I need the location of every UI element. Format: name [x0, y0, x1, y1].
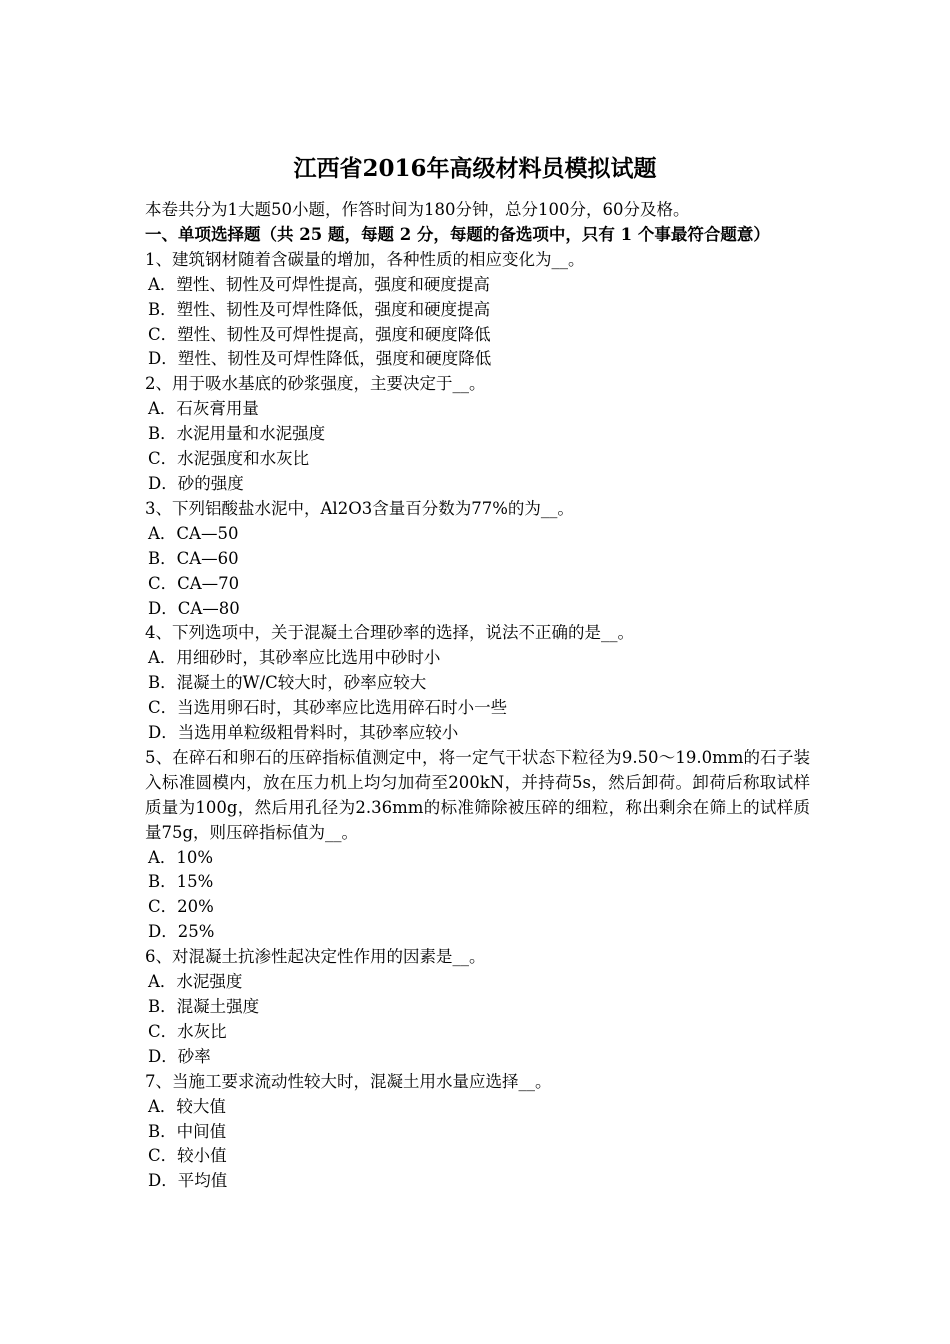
option-d: D．CA—80 — [148, 598, 240, 618]
option-a: A．水泥强度 — [148, 972, 243, 992]
question-stem: 5、在碎石和卵石的压碎指标值测定中，将一定气干状态下粒径为9.50～19.0mm的石子装入标准圆模内，放在压力机上均匀加荷至200kN，并持荷5s，然后卸荷。卸荷后称取试样质量为100g，然后用孔径为2.36mm的标准筛除被压碎的细粒，称出剩余在筛上的试样质量75g，则压碎指标值为__。 — [145, 747, 810, 842]
document-body — [145, 198, 810, 1194]
question-stem: 1、建筑钢材随着含碳量的增加，各种性质的相应变化为__。 — [145, 249, 585, 269]
option-c: C．水灰比 — [148, 1021, 227, 1041]
option-c: C．塑性、韧性及可焊性提高，强度和硬度降低 — [148, 324, 491, 344]
option-c: C．当选用卵石时，其砂率应比选用碎石时小一些 — [148, 698, 508, 718]
question-stem: 4、下列选项中，关于混凝土合理砂率的选择，说法不正确的是__。 — [145, 623, 634, 643]
option-c: C．CA—70 — [148, 573, 240, 593]
option-a: A．用细砂时，其砂率应比选用中砂时小 — [148, 648, 441, 668]
question-5 — [145, 746, 810, 945]
option-a: A．CA—50 — [148, 523, 239, 543]
question-stem: 7、当施工要求流动性较大时，混凝土用水量应选择__。 — [145, 1071, 552, 1091]
option-c: C．20% — [148, 897, 214, 917]
option-c: C．较小值 — [148, 1146, 227, 1166]
question-1 — [145, 248, 810, 373]
option-a: A．较大值 — [148, 1096, 226, 1116]
option-a: A．10% — [148, 847, 214, 867]
option-d: D．砂的强度 — [148, 473, 244, 493]
option-d: D．平均值 — [148, 1171, 228, 1191]
option-b: B．塑性、韧性及可焊性降低，强度和硬度提高 — [148, 299, 491, 319]
option-b: B．水泥用量和水泥强度 — [148, 424, 326, 444]
option-d: D．砂率 — [148, 1046, 211, 1066]
exam-intro: 本卷共分为1大题50小题，作答时间为180分钟，总分100分，60分及格。 — [145, 200, 690, 219]
question-4 — [145, 621, 810, 746]
option-a: A．塑性、韧性及可焊性提高，强度和硬度提高 — [148, 274, 490, 294]
option-b: B．混凝土的W/C较大时，砂率应较大 — [148, 673, 427, 693]
option-a: A．石灰膏用量 — [148, 399, 259, 419]
option-d: D．25% — [148, 922, 215, 942]
option-d: D．塑性、韧性及可焊性降低，强度和硬度降低 — [148, 349, 492, 369]
question-2 — [145, 372, 810, 497]
option-b: B．混凝土强度 — [148, 997, 260, 1016]
option-d: D．当选用单粒级粗骨料时，其砂率应较小 — [148, 723, 459, 743]
section-heading: 一、单项选择题（共 25 题，每题 2 分，每题的备选项中，只有 1 个事最符合题意） — [145, 224, 770, 244]
question-stem: 2、用于吸水基底的砂浆强度，主要决定于__。 — [145, 374, 486, 394]
question-stem: 6、对混凝土抗渗性起决定性作用的因素是__。 — [145, 947, 486, 967]
option-b: B．中间值 — [148, 1121, 227, 1141]
question-3 — [145, 497, 810, 622]
question-7 — [145, 1070, 810, 1195]
question-6 — [145, 945, 810, 1070]
option-b: B．15% — [148, 872, 214, 892]
option-c: C．水泥强度和水灰比 — [148, 449, 310, 469]
page-title: 江西省2016年高级材料员模拟试题 — [293, 155, 657, 182]
question-stem: 3、下列铝酸盐水泥中，Al2O3含量百分数为77%的为__。 — [145, 498, 574, 518]
option-b: B．CA—60 — [148, 548, 239, 568]
